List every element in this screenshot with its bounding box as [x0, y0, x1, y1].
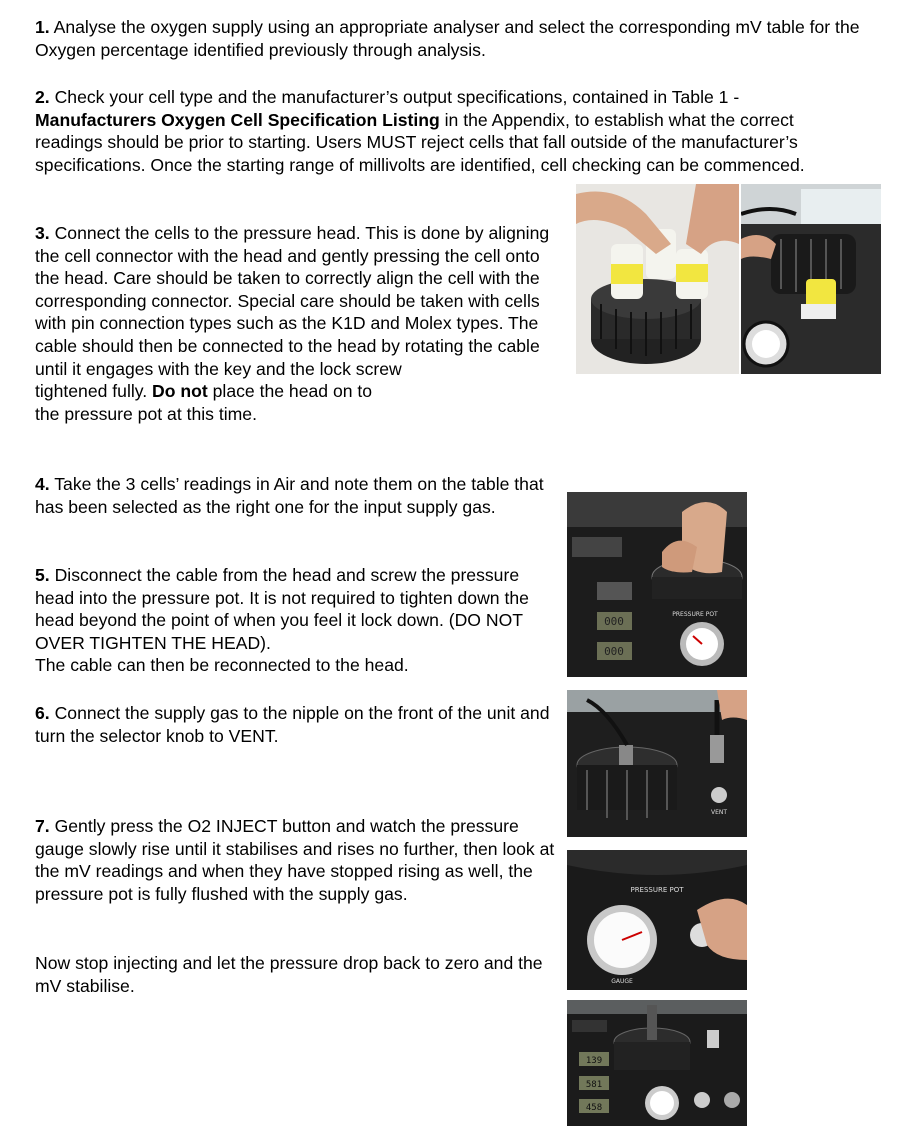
label-gauge: GAUGE	[611, 978, 633, 985]
photo-screw-head	[567, 492, 747, 677]
label-pressure-pot: PRESSURE POT	[630, 886, 684, 894]
step-1	[35, 16, 865, 61]
step-text-cont: in the Appendix, to establish what the correct readings should be prior to starting. Users MUST reject cells that fall outside of the manufacturer’s specifications. Once the starting range of millivolts are identified, cell checking can be commenced.	[35, 109, 805, 175]
step-7	[35, 815, 555, 905]
step-number: 5.	[35, 565, 50, 585]
step-number: 3.	[35, 223, 50, 243]
label-vent: VENT	[710, 809, 728, 816]
step-5	[35, 564, 560, 677]
step-text: Check your cell type and the manufacturer’s output specifications, contained in Table 1 -	[54, 87, 740, 107]
step-3	[35, 222, 555, 425]
photo-supply-gas	[567, 690, 747, 837]
step-text: Analyse the oxygen supply using an appropriate analyser and select the corresponding mV table for the Oxygen percentage identified previously through analysis.	[35, 17, 860, 60]
reading-cell-3: 458	[585, 1103, 603, 1113]
photo-cells-on-head	[576, 184, 739, 374]
step-number: 7.	[35, 816, 50, 836]
warning-emphasis: Do not	[152, 381, 208, 402]
step-number: 4.	[35, 474, 50, 494]
label-pressure-pot: PRESSURE POT	[672, 611, 718, 618]
step-text-line2: The cable can then be reconnected to the head.	[35, 655, 409, 676]
final-note-text: Now stop injecting and let the pressure drop back to zero and the mV stabilise.	[35, 953, 543, 996]
step-text: Gently press the O2 INJECT button and watch the pressure gauge slowly rise until it stabilises and rises no further, then look at the mV readings and when they have stopped rising as well, the pressure pot is fully flushed with the supply gas.	[35, 816, 555, 904]
step-number: 2.	[35, 87, 50, 107]
reading-cell-1: 139	[585, 1056, 603, 1066]
display-cell-3: 000	[604, 645, 624, 658]
final-note	[35, 952, 555, 997]
photo-mv-readings	[567, 1000, 747, 1126]
step-6	[35, 702, 555, 747]
step-4	[35, 473, 545, 518]
step-text: Take the 3 cells’ readings in Air and note them on the table that has been selected as the right one for the input supply gas.	[35, 474, 544, 517]
table-reference: Manufacturers Oxygen Cell Specification Listing	[35, 109, 440, 130]
step-2	[35, 86, 865, 176]
step-text-line2b: place the head on to	[207, 381, 373, 402]
reading-cell-2: 581	[585, 1080, 603, 1090]
photo-gauge-inject	[567, 850, 747, 990]
step-text: Connect the cells to the pressure head. This is done by aligning the cell connector with the head and gently pressing the cell onto the head. Care should be taken to correctly align the cell with the corresponding connector. Special care should be taken with cells with pin connection types such as the K1D and Molex types. The cable should then be connected to the head by rotating the cable until it engages with the key and the lock screw	[35, 223, 550, 379]
step-text: Disconnect the cable from the head and screw the pressure head into the pressure pot. It is not required to tighten down the head beyond the point of when you feel it lock down. (DO NOT OVER TIGHTEN THE HEAD).	[35, 565, 529, 653]
step-text-line2: tightened fully.	[35, 381, 153, 402]
step-number: 1.	[35, 17, 50, 37]
step-text: Connect the supply gas to the nipple on the front of the unit and turn the selector knob to VENT.	[35, 703, 550, 746]
photo-head-in-pot	[741, 184, 881, 374]
step-number: 6.	[35, 703, 50, 723]
display-cell-2: 000	[604, 615, 624, 628]
step-text-line3: the pressure pot at this time.	[35, 403, 257, 424]
